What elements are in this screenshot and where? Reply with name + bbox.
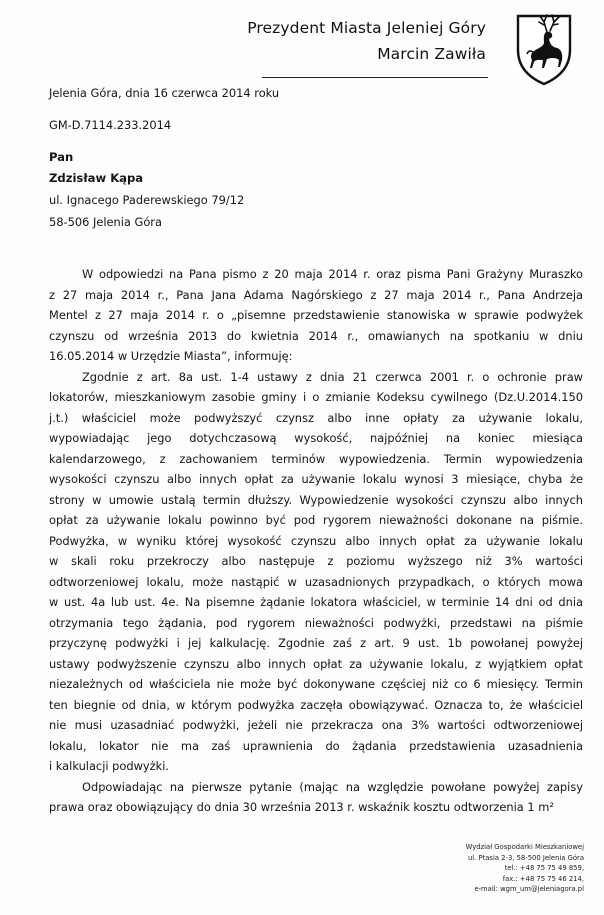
recipient-name: Zdzisław Kąpa: [49, 171, 144, 185]
department-footer: [466, 842, 584, 895]
body-line: przyczynę podwyżki i jej kalkulację. Zgodnie zaś z art. 9 ust. 1b powołanej powyżej: [49, 636, 583, 650]
body-line: Podwyżka, w wyniku której wysokość czynszu albo innych opłat za używanie lokalu: [49, 533, 583, 548]
body-line: lokalu, lokator nie ma zaś uprawnienia do żądania przedstawienia uzasadnienia: [49, 738, 583, 753]
deer-crest-icon: [514, 10, 574, 86]
recipient-salutation: Pan: [49, 150, 74, 164]
mayor-name: Marcin Zawiła: [377, 45, 486, 63]
recipient-street: ul. Ignacego Paderewskiego 79/12: [49, 193, 245, 207]
body-line: wysokości czynszu albo innych opłat za używanie lokalu wynosi 3 miesiące, chyba że: [49, 472, 583, 486]
body-line: odtworzeniowej lokalu, może nastąpić w uzasadnionych przypadkach, o których mowa: [49, 574, 583, 589]
body-line: Odpowiadając na pierwsze pytanie (mając na względzie powołane powyżej zapisy: [82, 779, 583, 794]
body-line: 16.05.2014 w Urzędzie Miasta”, informuję:: [49, 349, 293, 363]
body-line: ten biegnie od dnia, w którym podwyżka zaczęła obowiązywać. Oznacza to, że właściciel: [49, 697, 583, 712]
body-line: niezależnych od właściciela nie może być dokonywane częściej niż co 6 miesięcy. Termin: [49, 677, 583, 691]
letter-body: [49, 264, 583, 818]
body-line: kalendarzowego, z zachowaniem terminów wypowiedzenia. Termin wypowiedzenia: [49, 451, 583, 466]
body-line: otrzymania tego żądania, pod rygorem nieważności podwyżki, przedstawi na piśmie: [49, 615, 583, 630]
body-line: nie musi uzasadniać podwyżki, jeżeli nie przekracza ona 3% wartości odtworzeniowej: [49, 718, 583, 732]
body-line: prawa oraz obowiązujący do dnia 30 września 2013 r. wskaźnik kosztu odtworzenia 1 m²: [49, 800, 554, 814]
header-rule: [262, 77, 488, 78]
body-line: opłat za używanie lokalu powinno być pod rygorem nieważności dokonane na piśmie.: [49, 513, 583, 527]
footer-fax: fax.: +48 75 75 46 214,: [502, 874, 584, 883]
body-line: z 27 maja 2014 r., Pana Jana Adama Nagórskiego z 27 maja 2014 r., Pana Andrzeja: [49, 287, 583, 302]
place-date: Jelenia Góra, dnia 16 czerwca 2014 roku: [49, 86, 280, 100]
footer-address: ul. Ptasia 2-3, 58-500 Jelenia Góra: [467, 853, 584, 862]
reference-number: GM-D.7114.233.2014: [49, 118, 172, 132]
body-line: czynszu od września 2013 do kwietnia 2014 r., omawianych na spotkaniu w dniu: [49, 328, 583, 343]
body-line: Zgodnie z art. 8a ust. 1-4 ustawy z dnia 21 czerwca 2001 r. o ochronie praw: [82, 369, 583, 384]
footer-department: Wydział Gospodarki Mieszkaniowej: [465, 843, 584, 851]
body-line: ustawy podwyższenie czynszu albo innych opłat za używanie lokalu, z wyjątkiem opłat: [49, 656, 583, 671]
recipient-city: 58-506 Jelenia Góra: [49, 215, 162, 229]
body-line: i kalkulacji podwyżki.: [49, 759, 169, 773]
body-line: strony w umowie ustalą termin dłuższy. Wypowiedzenie wysokości czynszu albo innych: [49, 492, 583, 507]
body-line: wypowiadając jego dotychczasową wysokość, najpóźniej na koniec miesiąca: [49, 431, 583, 445]
footer-email: e-mail: wgm_um@jeleniagora.pl: [474, 885, 584, 893]
body-line: j.t.) właściciel może podwyższyć czynsz albo inne opłaty za używanie lokalu,: [49, 410, 583, 425]
office-title: Prezydent Miasta Jeleniej Góry: [247, 19, 486, 37]
body-line: w skali roku przekroczy albo następuje z poziomu wyższego niż 3% wartości: [49, 554, 583, 568]
body-line: W odpowiedzi na Pana pismo z 20 maja 2014 r. oraz pisma Pani Grażyny Muraszko: [82, 267, 583, 281]
body-line: w ust. 4a lub ust. 4e. Na pisemne żądanie lokatora właściciel, w terminie 14 dni od dnia: [49, 595, 583, 609]
body-line: Mentel z 27 maja 2014 r. o „pisemne przedstawienie stanowiska w sprawie podwyżek: [49, 308, 583, 322]
footer-phone: tel.: +48 75 75 49 859,: [504, 864, 584, 872]
body-line: lokatorów, mieszkaniowym zasobie gminy i o zmianie Kodeksu cywilnego (Dz.U.2014.150: [49, 390, 583, 404]
